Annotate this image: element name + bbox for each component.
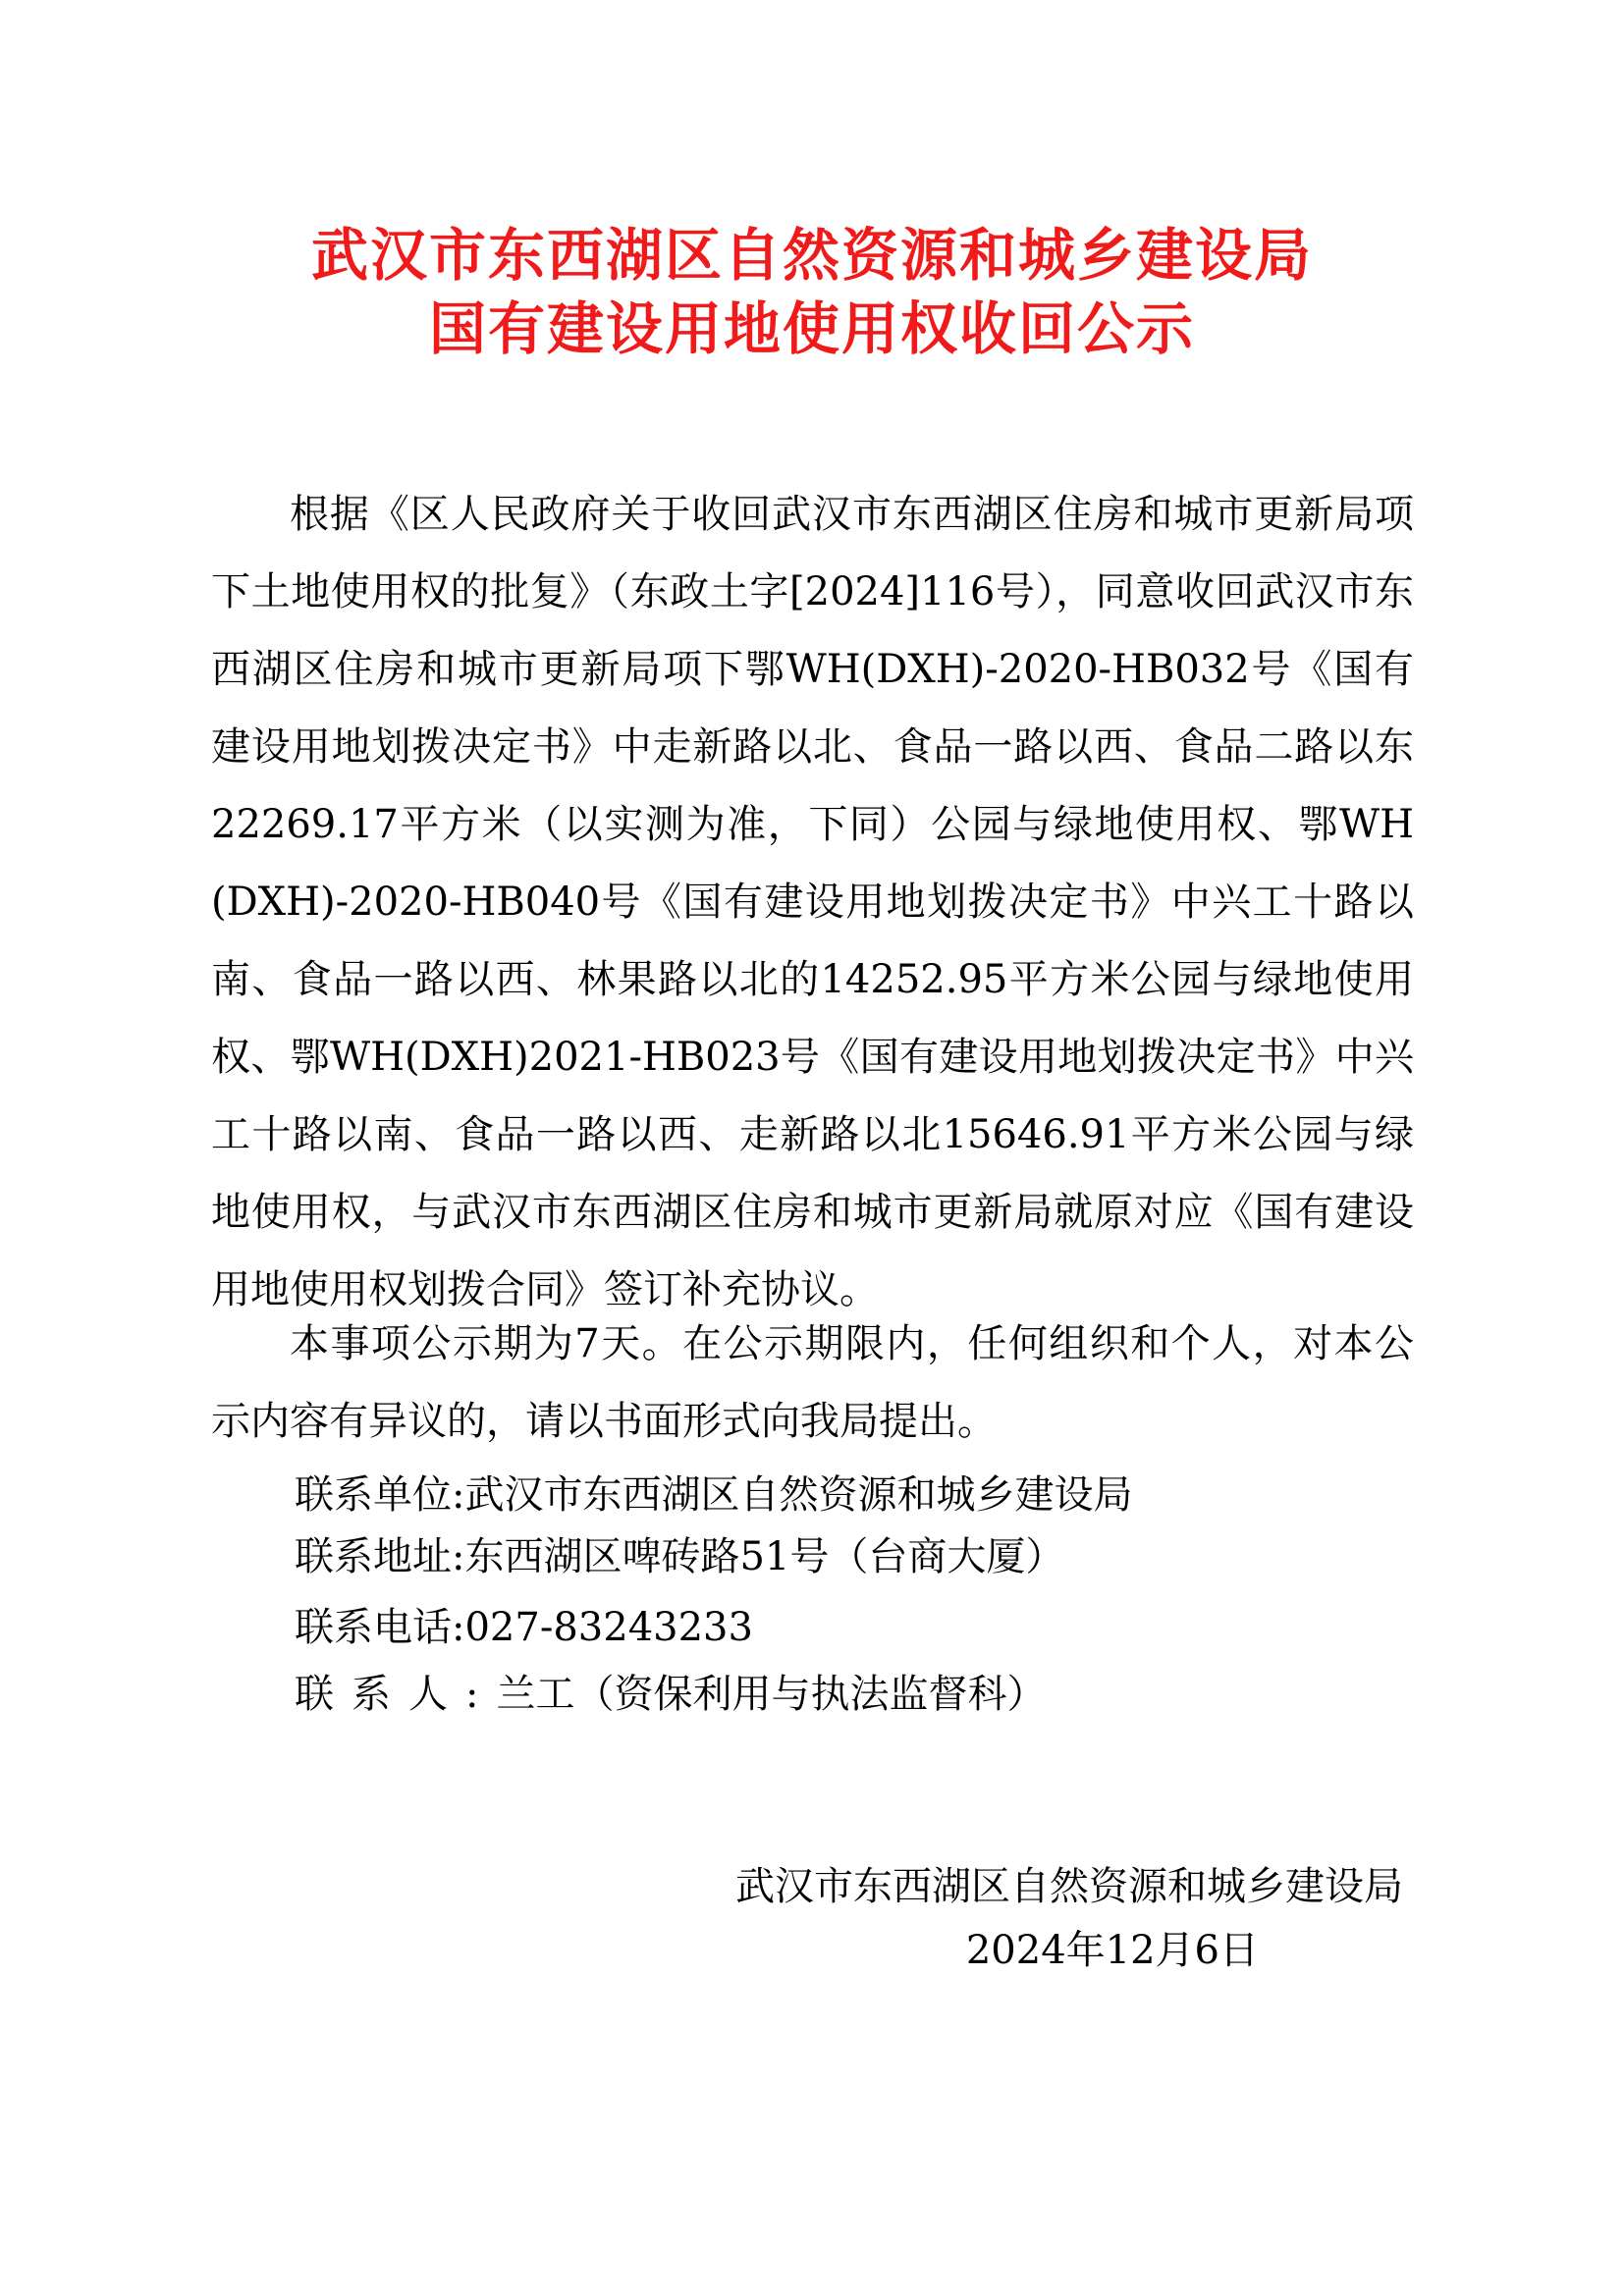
announcement-paragraph-2: 本事项公示期为7天。在公示期限内，任何组织和个人，对本公示内容有异议的，请以书面形式向我局提出。 bbox=[211, 1321, 1414, 1444]
contact-unit-line bbox=[295, 1469, 1132, 1521]
contact-phone-label: 联系电话: bbox=[295, 1605, 465, 1650]
signature-organization: 武汉市东西湖区自然资源和城乡建设局 bbox=[735, 1864, 1403, 1909]
contact-address-value: 东西湖区啤砖路51号（台商大厦） bbox=[464, 1534, 1065, 1579]
contact-address-line bbox=[295, 1531, 1064, 1582]
contact-person-label: 联系人: bbox=[295, 1672, 497, 1717]
contact-unit-label: 联系单位: bbox=[295, 1472, 465, 1518]
contact-phone-line bbox=[295, 1602, 753, 1653]
announcement-paragraph-1: 根据《区人民政府关于收回武汉市东西湖区住房和城市更新局项下土地使用权的批复》（东政土字[2024]116号），同意收回武汉市东西湖区住房和城市更新局项下鄂WH(DXH)-2020-HB032号《国有建设用地划拨决定书》中走新路以北、食品一路以西、食品二路以东22269.17平方米（以实测为准，下同）公园与绿地使用权、鄂WH(DXH)-2020-HB040号《国有建设用地划拨决定书》中兴工十路以南、食品一路以西、林果路以北的14252.95平方米公园与绿地使用权、鄂WH(DXH)2021-HB023号《国有建设用地划拨决定书》中兴工十路以南、食品一路以西、走新路以北15646.91平方米公园与绿地使用权，与武汉市东西湖区住房和城市更新局就原对应《国有建设用地使用权划拨合同》签订补充协议。 bbox=[211, 492, 1414, 1312]
contact-person-line bbox=[295, 1669, 1046, 1720]
contact-phone-value: 027-83243233 bbox=[464, 1605, 753, 1650]
contact-address-label: 联系地址: bbox=[295, 1534, 465, 1579]
page-title-line-1: 武汉市东西湖区自然资源和城乡建设局 bbox=[310, 222, 1313, 289]
signature-date: 2024年12月6日 bbox=[965, 1928, 1259, 1973]
contact-person-value: 兰工（资保利用与执法监督科） bbox=[496, 1672, 1047, 1717]
contact-unit-value: 武汉市东西湖区自然资源和城乡建设局 bbox=[464, 1472, 1133, 1518]
page-title-line-2: 国有建设用地使用权收回公示 bbox=[428, 295, 1195, 362]
